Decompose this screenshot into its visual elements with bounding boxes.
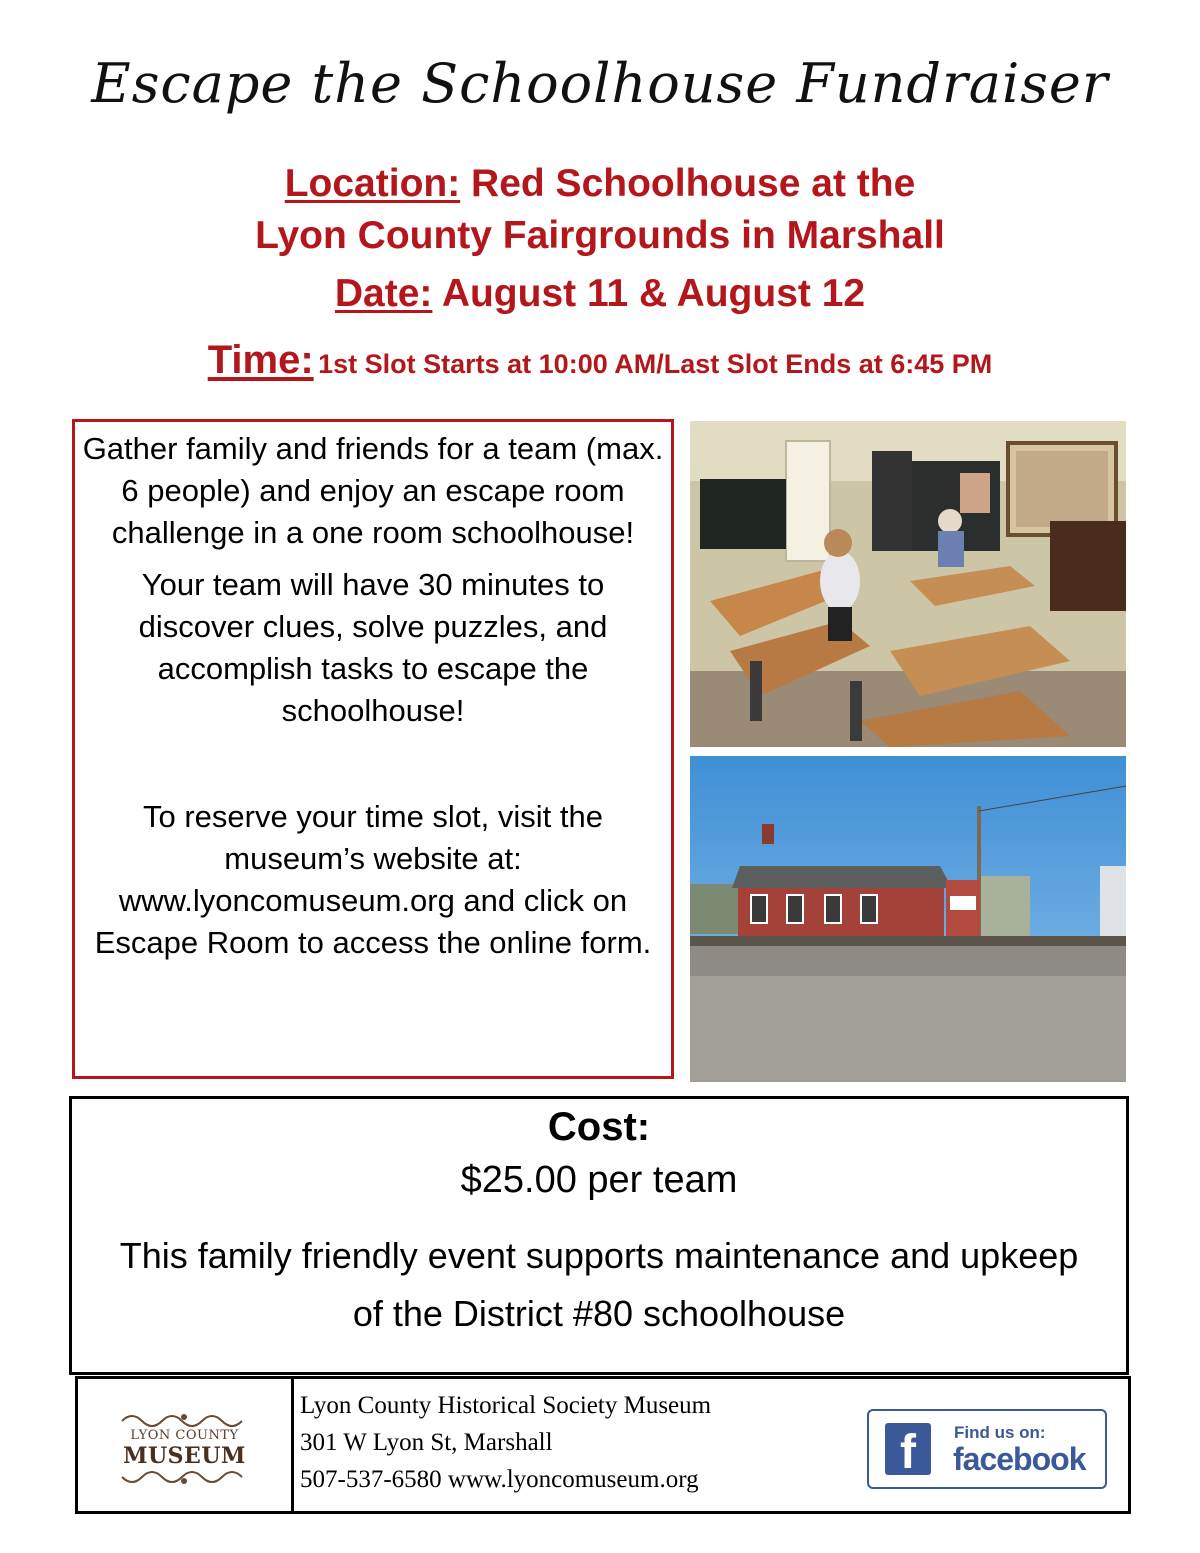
time-value: 1st Slot Starts at 10:00 AM/Last Slot Ends at 6:45 PM	[318, 349, 993, 379]
location-line1: Red Schoolhouse at the	[471, 162, 916, 205]
flyer-title: Escape the Schoolhouse Fundraiser	[91, 52, 1109, 115]
info-paragraph-challenge: Your team will have 30 minutes to discover clues, solve puzzles, and accomplish tasks to escape the schoolhouse!	[138, 567, 608, 728]
info-box	[72, 419, 674, 1079]
schoolhouse-exterior-photo	[690, 756, 1126, 1082]
location-block	[0, 158, 1200, 262]
info-paragraph-reserve: To reserve your time slot, visit the museum’s website at: www.lyoncomuseum.org and click on Escape Room to access the online form.	[94, 799, 652, 960]
facebook-find-text: Find us on:	[954, 1423, 1046, 1442]
logo-text-lyon-county: LYON COUNTY	[130, 1428, 239, 1443]
footer	[75, 1376, 1131, 1514]
facebook-badge[interactable]	[867, 1409, 1107, 1489]
street-address: 301 W Lyon St, Marshall	[300, 1429, 553, 1456]
classroom-photo	[690, 421, 1126, 747]
museum-logo	[78, 1379, 294, 1511]
time-block	[0, 338, 1200, 383]
date-value: August 11 & August 12	[441, 272, 866, 315]
cost-label: Cost:	[547, 1105, 651, 1149]
location-line2: Lyon County Fairgrounds in Marshall	[255, 214, 945, 257]
cost-value: $25.00 per team	[460, 1159, 738, 1201]
facebook-name: facebook	[953, 1441, 1086, 1477]
facebook-icon: f	[885, 1423, 931, 1475]
phone-website: 507-537-6580 www.lyoncomuseum.org	[300, 1466, 699, 1493]
cost-description: This family friendly event supports maintenance and upkeep of the District #80 schoolhouse	[119, 1235, 1079, 1334]
contact-block	[300, 1387, 711, 1498]
info-paragraph-team: Gather family and friends for a team (max. 6 people) and enjoy an escape room challenge in a one room schoolhouse!	[82, 431, 664, 550]
logo-text-museum: MUSEUM	[123, 1443, 246, 1469]
date-label: Date:	[334, 272, 433, 315]
date-block	[0, 272, 1200, 316]
cost-box	[69, 1096, 1129, 1375]
location-label: Location:	[284, 162, 461, 205]
org-name: Lyon County Historical Society Museum	[300, 1392, 712, 1419]
time-label: Time:	[207, 338, 314, 382]
